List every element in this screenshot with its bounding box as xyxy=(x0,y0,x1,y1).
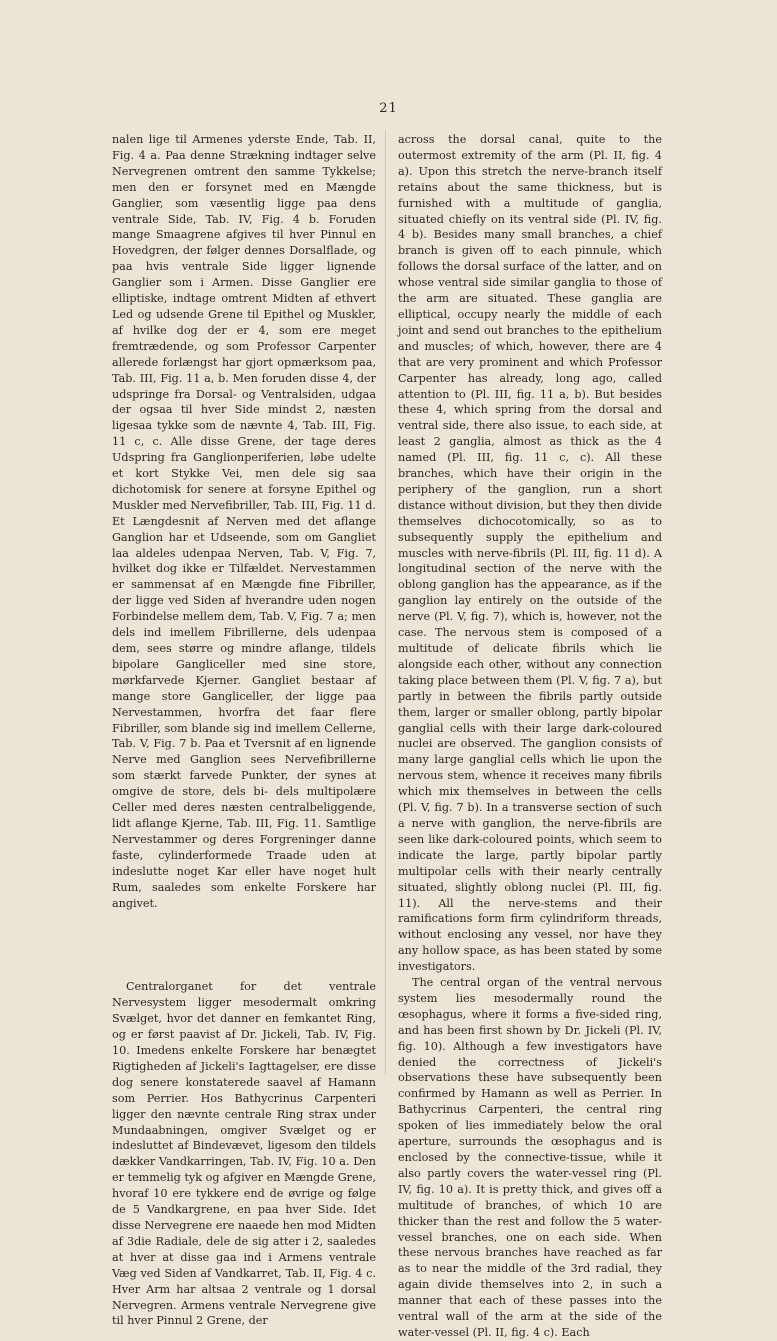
danish-paragraph-2: Centralorganet for det ventrale Nervesystem ligger mesodermalt omkring Svælget, hvor det danner en femkantet Ring, og er først paavist af Dr. Jickeli, Tab. IV, Fig. 10. Imedens enkelte Forskere har benægtet Rigtigheden af Jickeli's Iagttagelser, ere disse dog senere konstaterede saavel af Hamann som Perrier. Hos Bathycrinus Carpenteri ligger den nævnte centrale Ring strax under Mundaabningen, omgiver Svælget og er indesluttet af Bindevævet, ligesom den tildels dækker Vandkarringen, Tab. IV, Fig. 10 a. Den er temmelig tyk og afgiver en Mængde Grene, hvoraf 10 ere tykkere end de øvrige og følge de 5 Vandkargrene, en paa hver Side. Idet disse Nervegrene ere naaede hen mod Midten af 3die Radiale, dele de sig atter i 2, saaledes at hver at disse gaa ind i Armens ventrale Væg ved Siden af Vandkarret, Tab. II, Fig. 4 c. Hver Arm har altsaa 2 ventrale og 1 dorsal Nervegren. Armens ventrale Nervegrene give til hver Pinnul 2 Grene, der xyxy=(112,980,376,1328)
page-number: 21 xyxy=(379,101,398,116)
english-paragraph-2: The central organ of the ventral nervous system lies mesodermally round the œsophagus, where it forms a five-sided ring, and has been first shown by Dr. Jickeli (Pl. IV, fig. 10). Although a few investigators have denied the correctness of Jickeli's observations these have subsequently been confirmed by Hamann as well as Perrier. In Bathycrinus Carpenteri, the central ring spoken of lies immediately below the oral aperture, surrounds the œsophagus and is enclosed by the connective-tissue, while it also partly covers the water-vessel ring (Pl. IV, fig. 10 a). It is pretty thick, and gives off a multitude of branches, of which 10 are thicker than the rest and follow the 5 water-vessel branches, one on each side. When these nervous branches have reached as far as to near the middle of the 3rd radial, they again divide themselves into 2, in such a manner that each of these passes into the ventral wall of the arm at the side of the water-vessel (Pl. II, fig. 4 c). Each xyxy=(398,976,662,1339)
danish-paragraph-1: nalen lige til Armenes yderste Ende, Tab. II, Fig. 4 a. Paa denne Strækning indtager selve Nervegrenen omtrent den samme Tykkelse; men den er forsynet med en Mængde Ganglier, som væsentlig ligge paa dens ventrale Side, Tab. IV, Fig. 4 b. Foruden mange Smaagrene afgives til hver Pinnul en Hovedgren, der følger dennes Dorsalflade, og paa hvis ventrale Side ligger lignende Ganglier som i Armen. Disse Ganglier ere elliptiske, indtage omtrent Midten af ethvert Led og udsende Grene til Epithel og Muskler, af hvilke dog der er 4, som ere meget fremtrædende, og som Professor Carpenter allerede forlængst har gjort opmærksom paa, Tab. III, Fig. 11 a, b. Men foruden disse 4, der udspringe fra Dorsal- og Ventralsiden, udgaa der ogsaa til hver Side mindst 2, næsten ligesaa tykke som de nævnte 4, Tab. III, Fig. 11 c, c. Alle disse Grene, der tage deres Udspring fra Ganglionperiferien, løbe udelte et kort Stykke Vei, men dele sig saa dichotomisk for senere at forsyne Epithel og Muskler med Nervefibriller, Tab. III, Fig. 11 d. Et Længdesnit af Nerven med det aflange Ganglion har et Udseende, som om Gangliet laa aldeles udenpaa Nerven, Tab. V, Fig. 7, hvilket dog ikke er Tilfældet. Nervestammen er sammensat af en Mængde fine Fibriller, der ligge ved Siden af hverandre uden nogen Forbindelse mellem dem, Tab. V, Fig. 7 a; men dels ind imellem Fibrillerne, dels udenpaa dem, sees større og mindre aflange, tildels bipolare Gangliceller med sine store, mørkfarvede Kjerner. Gangliet bestaar af mange store Gangliceller, der ligge paa Nervestammen, hvorfra det faar flere Fibriller, som blande sig ind imellem Cellerne, Tab. V, Fig. 7 b. Paa et Tversnit af en lignende Nerve med Ganglion sees Nervefibrillerne som stærkt farvede Punkter, der synes at omgive de store, dels bi- dels multipolære Celler med deres næsten centralbeliggende, lidt aflange Kjerne, Tab. III, Fig. 11. Samtlige Nervestammer og deres Forgreninger danne faste, cylinderformede Traade uden at indeslutte noget Kar eller have noget hult Rum, saaledes som enkelte Forskere har angivet. xyxy=(112,133,376,910)
english-paragraph-1: across the dorsal canal, quite to the outermost extremity of the arm (Pl. II, fig. 4 a). Upon this stretch the nerve-branch itself retains about the same thickness, but is furnished with a multitude of ganglia, situated chiefly on its ventral side (Pl. IV, fig. 4 b). Besides many small branches, a chief branch is given off to each pinnule, which follows the dorsal surface of the latter, and on whose ventral side similar ganglia to those of the arm are situated. These ganglia are elliptical, occupy nearly the middle of each joint and send out branches to the epithelium and muscles; of which, however, there are 4 that are very prominent and which Professor Carpenter has already, long ago, called attention to (Pl. III, fig. 11 a, b). But besides these 4, which spring from the dorsal and ventral side, there also issue, to each side, at least 2 ganglia, almost as thick as the 4 named (Pl. III, fig. 11 c, c). All these branches, which have their origin in the periphery of the ganglion, run a short distance without division, but they then divide themselves dichocotomically, so as to subsequently supply the epithelium and muscles with nerve-fibrils (Pl. III, fig. 11 d). A longitudinal section of the nerve with the oblong ganglion has the appearance, as if the ganglion lay entirely on the outside of the nerve (Pl. V, fig. 7), which is, however, not the case. The nervous stem is composed of a multitude of delicate fibrils which lie alongside each other, without any connection taking place between them (Pl. V, fig. 7 a), but partly in between the fibrils partly outside them, larger or smaller oblong, partly bipolar ganglial cells with their large dark-coloured nuclei are observed. The ganglion consists of many large ganglial cells which lie upon the nervous stem, whence it receives many fibrils which mix themselves in between the cells (Pl. V, fig. 7 b). In a transverse section of such a nerve with ganglion, the nerve-fibrils are seen like dark-coloured points, which seem to indicate the large, partly bipolar partly multipolar cells with their nearly centrally situated, slightly oblong nuclei (Pl. III, fig. 11). All the nerve-stems and their ramifications form firm cylindriform threads, without enclosing any vessel, nor have they any hollow space, as has been stated by some investigators. xyxy=(398,133,662,974)
column-divider xyxy=(385,130,386,1075)
danish-column xyxy=(112,132,376,1329)
section-gap xyxy=(112,911,376,979)
english-column xyxy=(398,132,662,1341)
